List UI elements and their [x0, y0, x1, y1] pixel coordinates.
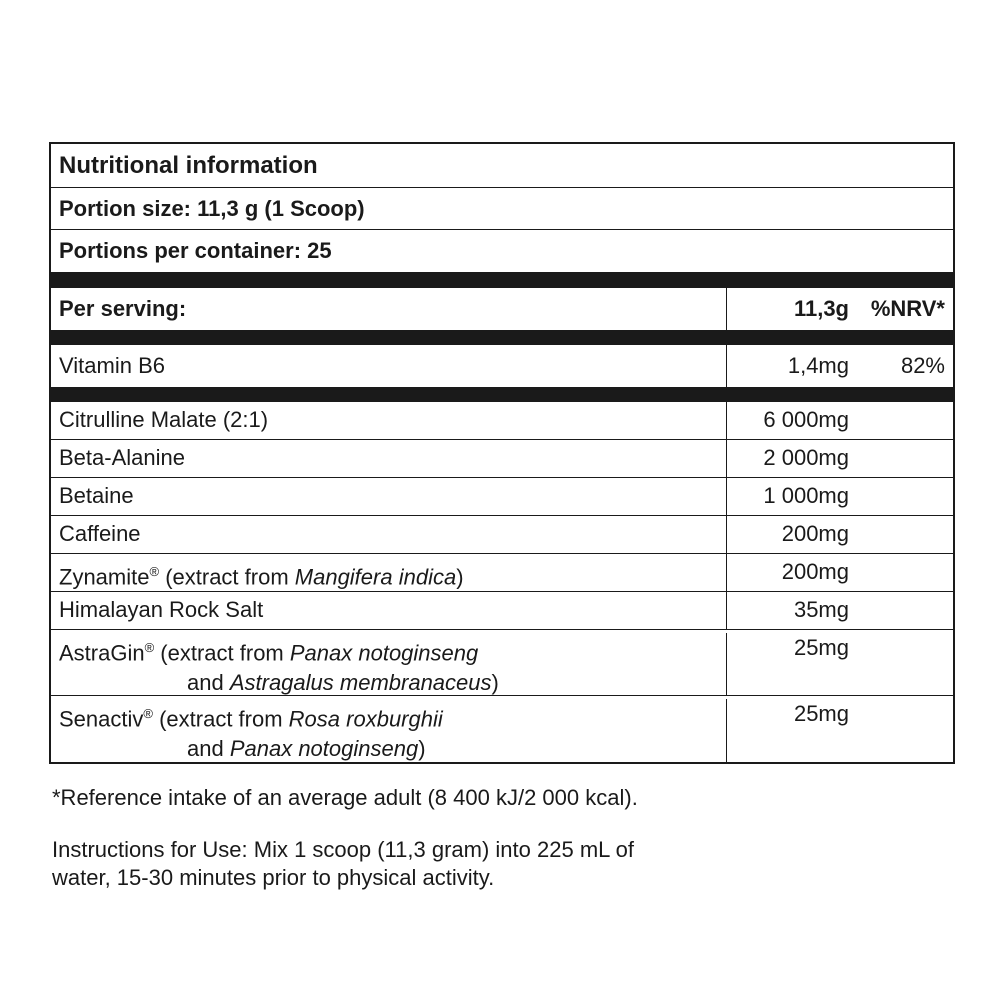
- ingredient-row: [51, 696, 953, 762]
- thick-divider: [51, 272, 953, 288]
- table-title: Nutritional information: [51, 144, 953, 188]
- vitamin-amount: 1,4mg: [787, 353, 849, 378]
- closing-paren: ): [456, 564, 464, 590]
- brand-name: Senactiv: [59, 706, 144, 732]
- ingredient-name: Citrulline Malate (2:1): [51, 402, 727, 439]
- brand-name: Zynamite: [59, 564, 150, 590]
- thick-divider: [51, 330, 953, 345]
- ingredient-amount: 25mg: [793, 701, 849, 726]
- latin-name: Mangifera indica: [294, 564, 457, 590]
- ingredient-name: Beta-Alanine: [51, 440, 727, 477]
- portions-per-container: Portions per container: 25: [59, 238, 332, 263]
- instructions: [52, 836, 634, 892]
- and-text: and: [187, 670, 230, 696]
- ingredient-row: [51, 402, 953, 440]
- ingredient-second-line: [59, 668, 726, 698]
- latin-name: Panax notoginseng: [229, 736, 419, 762]
- latin-name: Panax notoginseng: [289, 640, 479, 666]
- ingredient-amount: 200mg: [781, 559, 849, 584]
- latin-name: Rosa roxburghii: [288, 706, 443, 732]
- ingredient-name: [51, 633, 727, 695]
- closing-paren: ): [491, 670, 499, 696]
- portion-size: Portion size: 11,3 g (1 Scoop): [51, 188, 953, 230]
- nutrition-table: [49, 142, 955, 764]
- ingredient-row: [51, 592, 953, 630]
- registered-mark: ®: [149, 564, 160, 579]
- ingredient-amount: 1 000mg: [763, 483, 849, 508]
- vitamin-name: Vitamin B6: [51, 345, 727, 387]
- ingredient-amount: 200mg: [781, 521, 849, 546]
- thick-divider: [51, 387, 953, 402]
- instructions-line-1: Instructions for Use: Mix 1 scoop (11,3 gram) into 225 mL of: [52, 837, 635, 862]
- ingredient-row: [51, 478, 953, 516]
- ingredient-name: [51, 554, 727, 591]
- footnote: *Reference intake of an average adult (8 400 kJ/2 000 kcal).: [52, 785, 638, 810]
- ingredient-second-line: [59, 734, 726, 764]
- brand-name: AstraGin: [59, 640, 145, 666]
- vitamin-row: [51, 345, 953, 387]
- closing-paren: ): [418, 736, 426, 762]
- nrv-header: %NRV*: [870, 296, 945, 321]
- ingredient-amount: 35mg: [793, 597, 849, 622]
- extract-text: (extract from: [159, 564, 295, 590]
- ingredient-name: Betaine: [51, 478, 727, 515]
- latin-name: Astragalus membranaceus: [229, 670, 492, 696]
- ingredient-amount: 6 000mg: [763, 407, 849, 432]
- ingredient-amount: 25mg: [793, 635, 849, 660]
- extract-text: (extract from: [152, 706, 289, 732]
- registered-mark: ®: [144, 640, 155, 655]
- vitamin-nrv: 82%: [900, 353, 945, 378]
- per-serving-label: Per serving:: [51, 288, 727, 330]
- ingredient-row: [51, 630, 953, 696]
- ingredient-row: [51, 516, 953, 554]
- ingredient-row: [51, 440, 953, 478]
- instructions-line-2: water, 15-30 minutes prior to physical activity.: [52, 865, 495, 890]
- and-text: and: [187, 736, 230, 762]
- per-serving-header-row: [51, 288, 953, 330]
- registered-mark: ®: [143, 706, 153, 721]
- ingredient-name: [51, 699, 727, 762]
- ingredient-row: [51, 554, 953, 592]
- ingredient-name: Himalayan Rock Salt: [51, 592, 727, 629]
- ingredient-amount: 2 000mg: [763, 445, 849, 470]
- per-serving-amount: 11,3g: [793, 296, 849, 321]
- extract-text: (extract from: [154, 640, 290, 666]
- ingredient-name: Caffeine: [51, 516, 727, 553]
